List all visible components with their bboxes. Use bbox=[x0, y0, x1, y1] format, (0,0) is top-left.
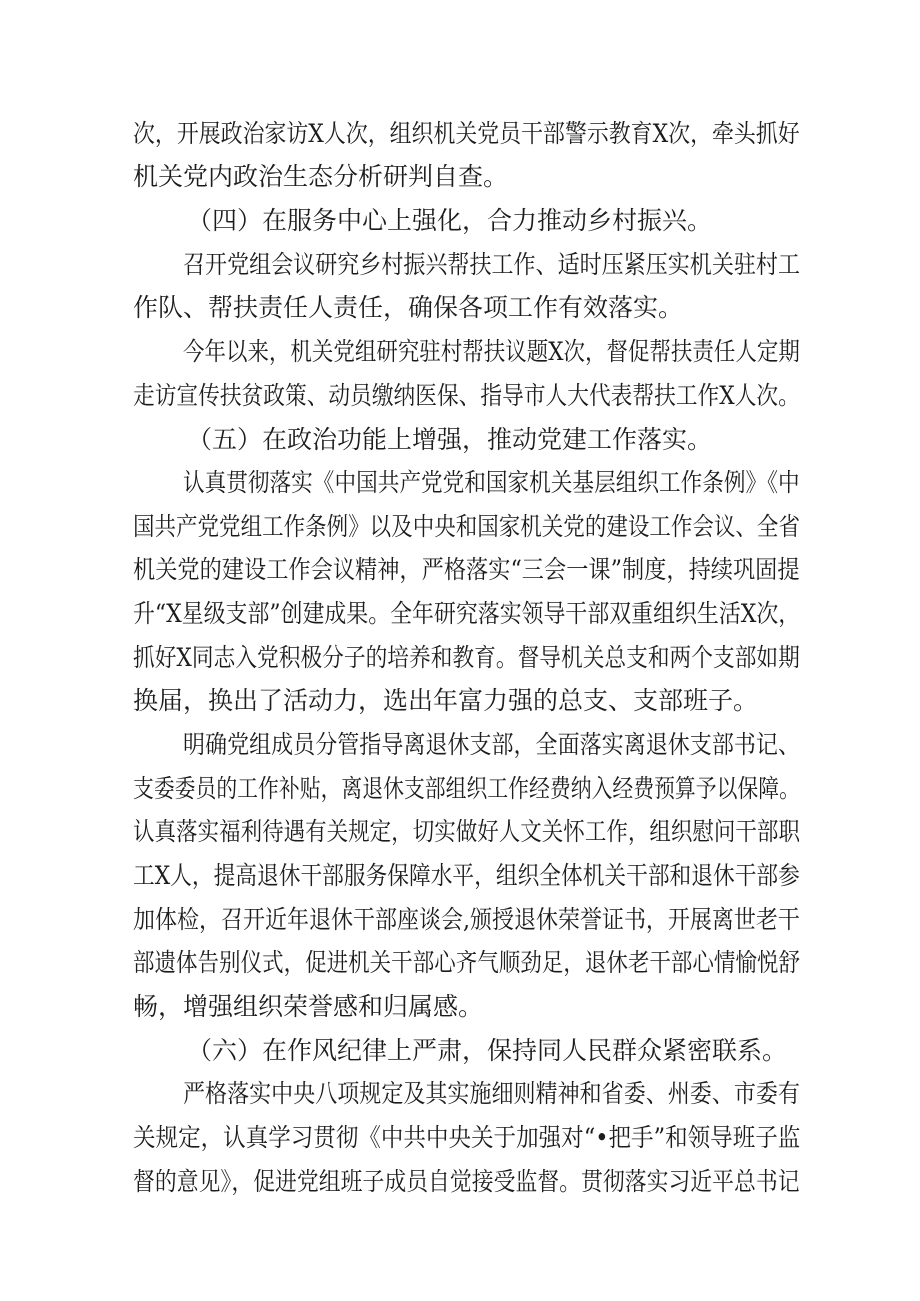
text-line: 畅，增强组织荣誉感和归属感。 bbox=[133, 992, 484, 1021]
text-line: 认真贯彻落实《中国共产党党和国家机关基层组织工作条例》《中 bbox=[183, 468, 800, 497]
section-heading: （四）在服务中心上强化，合力推动乡村振兴。 bbox=[187, 206, 713, 235]
text-line: 工X人，提高退休干部服务保障水平，组织全体机关干部和退休干部参 bbox=[133, 861, 800, 890]
text-line: 部遗体告别仪式，促进机关干部心齐气顺劲足，退休老干部心情愉悦舒 bbox=[133, 948, 800, 977]
text-line: 国共产党党组工作条例》以及中央和国家机关党的建设工作会议、全省 bbox=[133, 512, 800, 541]
text-line: 机关党的建设工作会议精神，严格落实“三会一课”制度，持续巩固提 bbox=[133, 555, 800, 584]
section-heading: （六）在作风纪律上严肃，保持同人民群众紧密联系。 bbox=[187, 1036, 788, 1065]
text-line: 认真落实福利待遇有关规定，切实做好人文关怀工作，组织慰问干部职 bbox=[133, 817, 800, 846]
text-line: 走访宣传扶贫政策、动员缴纳医保、指导市人大代表帮扶工作X人次。 bbox=[133, 381, 800, 410]
text-line: 抓好X同志入党积极分子的培养和教育。督导机关总支和两个支部如期 bbox=[133, 643, 800, 672]
text-line: 今年以来，机关党组研究驻村帮扶议题X次，督促帮扶责任人定期 bbox=[183, 337, 800, 366]
text-line: 升“X星级支部”创建成果。全年研究落实领导干部双重组织生活X次， bbox=[133, 599, 801, 628]
text-line: 换届，换出了活动力，选出年富力强的总支、支部班子。 bbox=[133, 686, 759, 715]
text-line: 督的意见》，促进党组班子成员自觉接受监督。贯彻落实习近平总书记 bbox=[133, 1167, 800, 1196]
text-line: 关规定，认真学习贯彻《中共中央关于加强对“•把手”和领导班子监 bbox=[133, 1123, 801, 1152]
text-line: 作队、帮扶责任人责任，确保各项工作有效落实。 bbox=[133, 293, 684, 322]
text-line: 加体检，召开近年退休干部座谈会,颁授退休荣誉证书，开展离世老干 bbox=[133, 905, 800, 934]
text-line: 明确党组成员分管指导离退休支部，全面落实离退休支部书记、 bbox=[183, 730, 800, 759]
text-line: 次，开展政治家访X人次，组织机关党员干部警示教育X次，牵头抓好 bbox=[133, 119, 800, 148]
text-line: 机关党内政治生态分析研判自查。 bbox=[133, 162, 509, 191]
text-line: 支委委员的工作补贴，离退休支部组织工作经费纳入经费预算予以保障。 bbox=[133, 774, 800, 803]
section-heading: （五）在政治功能上增强，推动党建工作落实。 bbox=[187, 425, 713, 454]
text-line: 召开党组会议研究乡村振兴帮扶工作、适时压紧压实机关驻村工 bbox=[183, 250, 800, 279]
text-line: 严格落实中央八项规定及其实施细则精神和省委、州委、市委有 bbox=[183, 1079, 800, 1108]
